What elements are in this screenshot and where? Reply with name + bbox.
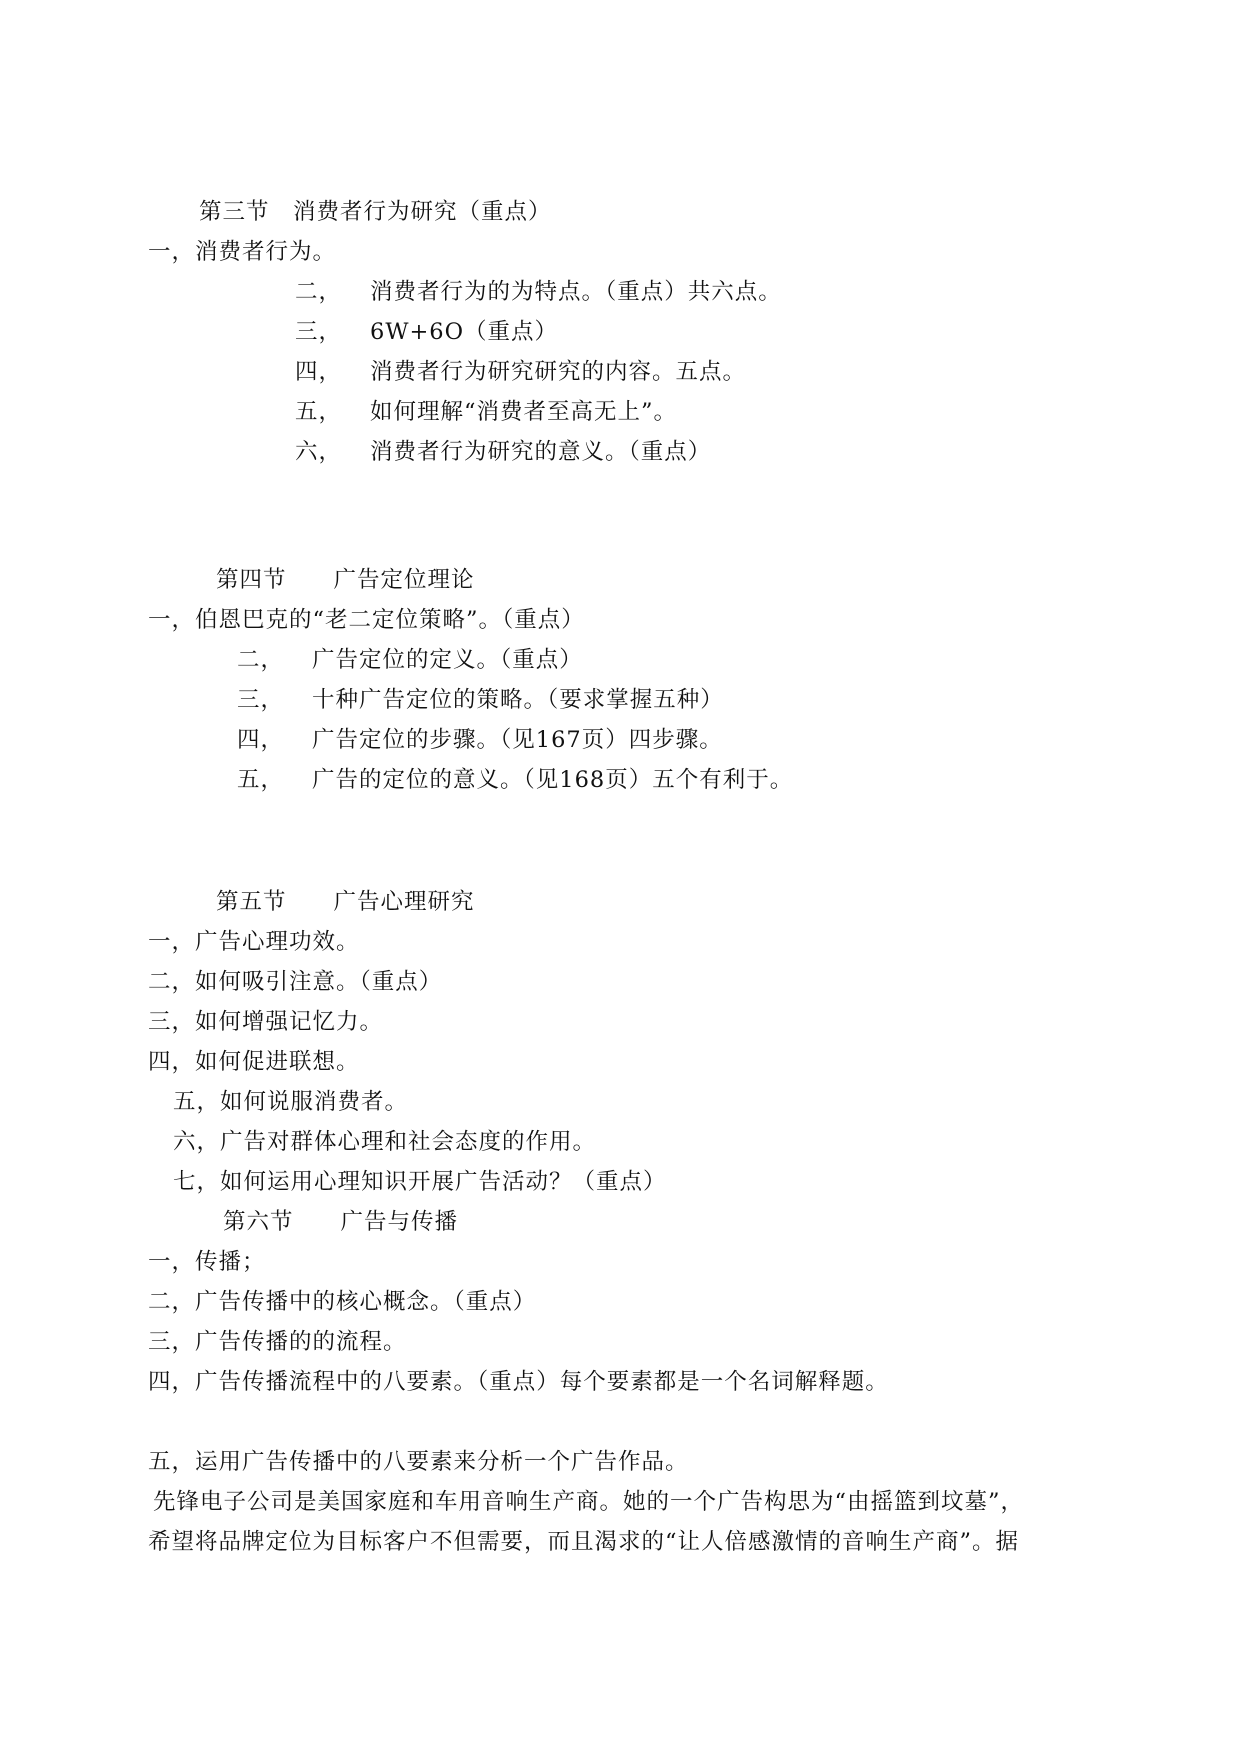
item-text: 消费者行为的为特点。（重点）共六点。 [370, 279, 782, 305]
section-6-item-2: 二，广告传播中的核心概念。（重点） [148, 1289, 537, 1315]
section-3-item-5 [295, 398, 677, 426]
section-5-item-7: 七，如何运用心理知识开展广告活动？（重点） [173, 1169, 667, 1195]
section-3-item-2 [295, 278, 782, 306]
item-text: 消费者行为研究研究的内容。五点。 [370, 359, 747, 385]
item-text: 广告的定位的意义。（见168页）五个有利于。 [312, 767, 794, 793]
item-number: 五， [295, 399, 343, 425]
section-4-item-5 [237, 766, 793, 794]
paragraph-line: 先锋电子公司是美国家庭和车用音响生产商。她的一个广告构思为“由摇篮到坟墓”， [153, 1489, 1025, 1515]
section-6-heading: 第六节 广告与传播 [223, 1209, 459, 1235]
section-3-item-4 [295, 358, 746, 386]
item-text: 如何理解“消费者至高无上”。 [370, 399, 678, 425]
item-text: 广告定位的步骤。（见167页）四步骤。 [312, 727, 723, 753]
section-5-item-5: 五，如何说服消费者。 [173, 1089, 409, 1115]
item-text: 广告定位的定义。（重点） [312, 647, 583, 673]
item-number: 四， [295, 359, 343, 385]
item-number: 二， [295, 279, 343, 305]
item-text: 十种广告定位的策略。（要求掌握五种） [312, 687, 724, 713]
item-number: 四， [237, 727, 285, 753]
section-5-heading: 第五节 广告心理研究 [216, 889, 475, 915]
section-6-item-5: 五，运用广告传播中的八要素来分析一个广告作品。 [148, 1449, 689, 1475]
item-number: 三， [295, 319, 343, 345]
section-4-item-3 [237, 686, 724, 714]
section-5-item-6: 六，广告对群体心理和社会态度的作用。 [173, 1129, 597, 1155]
section-6-item-3: 三，广告传播的的流程。 [148, 1329, 407, 1355]
item-number: 五， [237, 767, 285, 793]
section-4-heading: 第四节 广告定位理论 [216, 567, 475, 593]
section-6-item-1: 一，传播； [148, 1249, 266, 1275]
section-4-item-4 [237, 726, 723, 754]
section-5-item-3: 三，如何增强记忆力。 [148, 1009, 384, 1035]
section-4-item-1: 一，伯恩巴克的“老二定位策略”。（重点） [148, 607, 585, 633]
section-3-item-3 [295, 318, 558, 346]
paragraph-line: 希望将品牌定位为目标客户不但需要，而且渴求的“让人倍感激情的音响生产商”。据 [148, 1529, 1020, 1555]
section-6-item-4: 四，广告传播流程中的八要素。（重点）每个要素都是一个名词解释题。 [148, 1369, 889, 1395]
section-5-item-4: 四，如何促进联想。 [148, 1049, 360, 1075]
item-number: 三， [237, 687, 285, 713]
section-5-item-1: 一，广告心理功效。 [148, 929, 360, 955]
section-4-item-2 [237, 646, 583, 674]
section-3-item-6 [295, 438, 711, 466]
section-5-item-2: 二，如何吸引注意。（重点） [148, 969, 443, 995]
item-number: 六， [295, 439, 343, 465]
section-3-heading: 第三节 消费者行为研究（重点） [199, 199, 552, 225]
section-3-item-1: 一，消费者行为。 [148, 239, 337, 265]
item-text: 6W+6O（重点） [370, 319, 559, 345]
item-number: 二， [237, 647, 285, 673]
item-text: 消费者行为研究的意义。（重点） [370, 439, 712, 465]
